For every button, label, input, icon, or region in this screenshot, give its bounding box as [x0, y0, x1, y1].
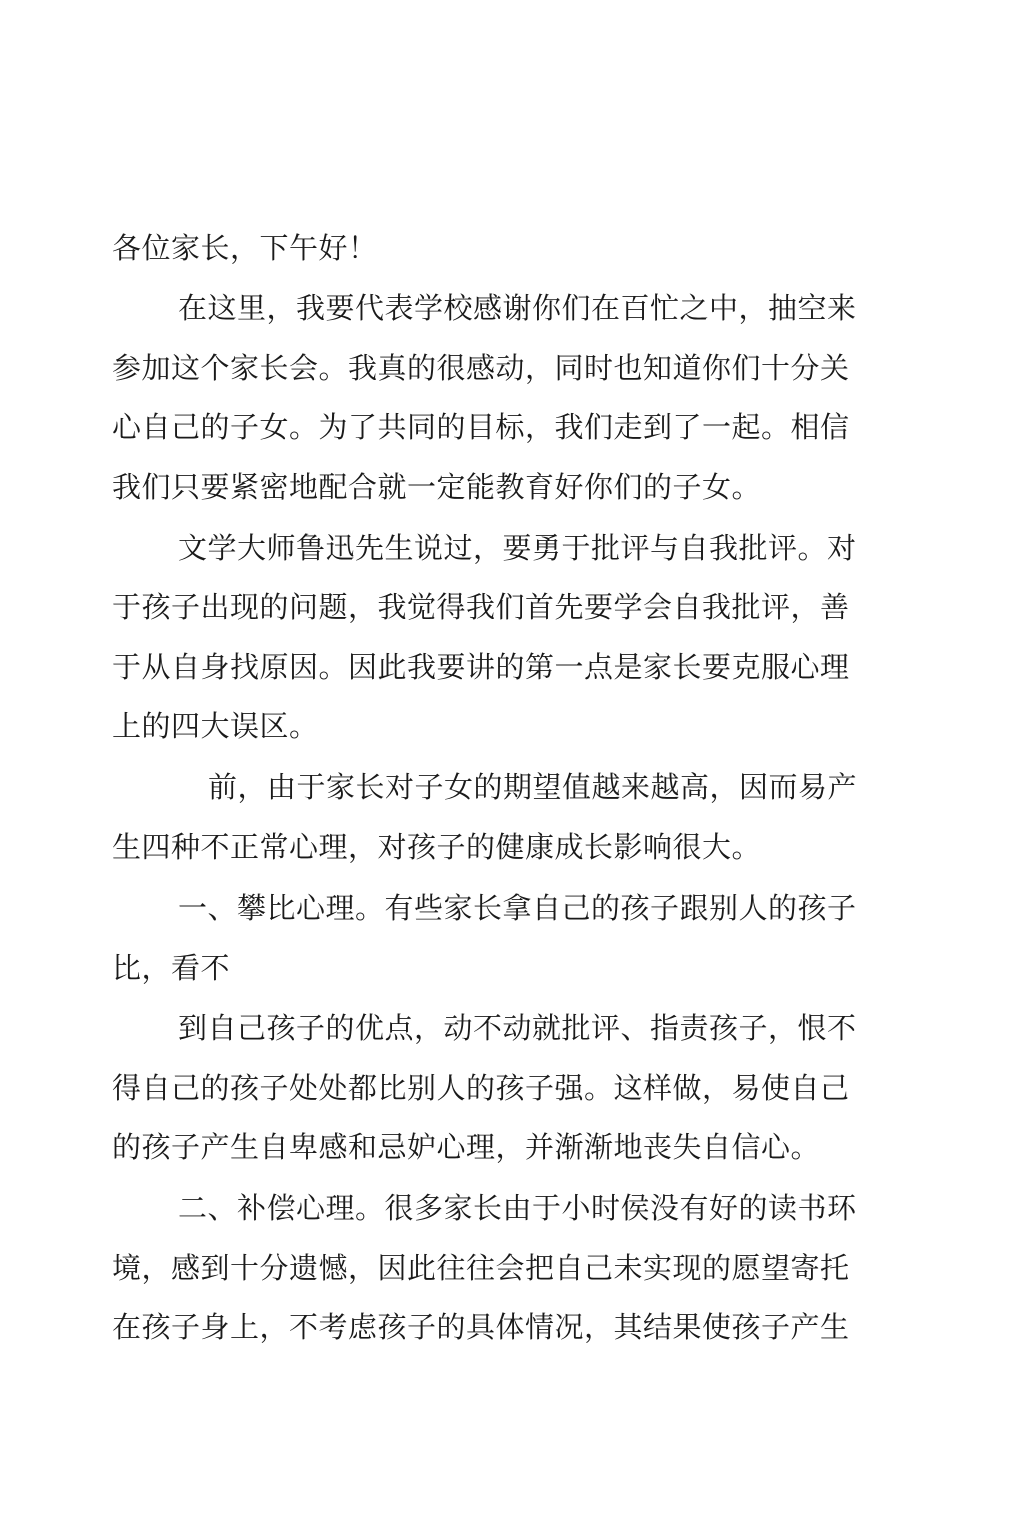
point-2-line-2: 境，感到十分遗憾，因此往往会把自己未实现的愿望寄托 — [112, 1251, 850, 1285]
paragraph-2-line-3: 于从自身找原因。因此我要讲的第一点是家长要克服心理 — [112, 650, 850, 684]
paragraph-2-line-2: 于孩子出现的问题，我觉得我们首先要学会自我批评，善 — [112, 590, 850, 624]
paragraph-1-line-2: 参加这个家长会。我真的很感动，同时也知道你们十分关 — [112, 351, 850, 385]
point-1-line-2: 比，看不 — [112, 951, 231, 985]
paragraph-3-line-2: 生四种不正常心理，对孩子的健康成长影响很大。 — [112, 830, 762, 864]
paragraph-2-line-1: 文学大师鲁迅先生说过，要勇于批评与自我批评。对 — [178, 531, 857, 565]
point-2-line-3: 在孩子身上，不考虑孩子的具体情况，其结果使孩子产生 — [112, 1310, 850, 1344]
paragraph-1-line-3: 心自己的子女。为了共同的目标，我们走到了一起。相信 — [112, 410, 850, 444]
greeting-line: 各位家长，下午好！ — [112, 231, 378, 265]
paragraph-1-line-4: 我们只要紧密地配合就一定能教育好你们的子女。 — [112, 470, 762, 504]
paragraph-4-line-3: 的孩子产生自卑感和忌妒心理，并渐渐地丧失自信心。 — [112, 1130, 821, 1164]
point-1-line-1: 一、攀比心理。有些家长拿自己的孩子跟别人的孩子 — [178, 891, 857, 925]
point-2-line-1: 二、补偿心理。很多家长由于小时侯没有好的读书环 — [178, 1191, 857, 1225]
paragraph-1-line-1: 在这里，我要代表学校感谢你们在百忙之中，抽空来 — [178, 291, 857, 325]
paragraph-4-line-2: 得自己的孩子处处都比别人的孩子强。这样做，易使自己 — [112, 1071, 850, 1105]
paragraph-2-line-4: 上的四大误区。 — [112, 709, 319, 743]
paragraph-4-line-1: 到自己孩子的优点，动不动就批评、指责孩子，恨不 — [178, 1011, 857, 1045]
paragraph-3-line-1: 前，由于家长对子女的期望值越来越高，因而易产 — [208, 770, 858, 804]
